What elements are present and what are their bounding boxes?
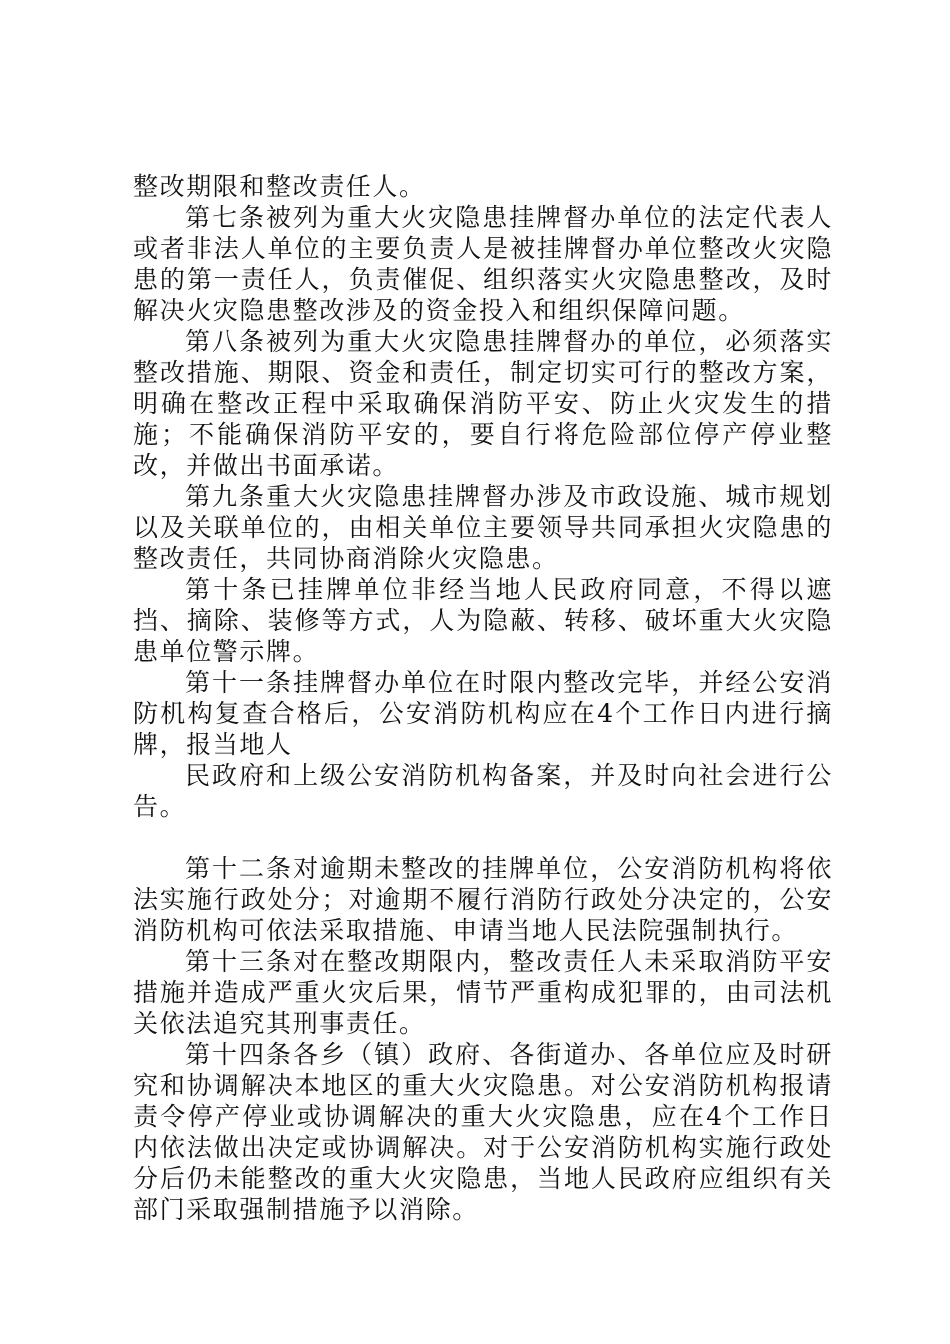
paragraph-article-10: 第十条已挂牌单位非经当地人民政府同意，不得以遮挡、摘除、装修等方式，人为隐蔽、转移、破坏重大火灾隐患单位警示牌。 [133,575,833,666]
paragraph-article-12: 第十二条对逾期未整改的挂牌单位，公安消防机构将依法实施行政处分；对逾期不履行消防行政处分决定的，公安消防机构可依法采取措施、申请当地人民法院强制执行。 [133,854,833,945]
paragraph-article-13: 第十三条对在整改期限内，整改责任人未采取消防平安措施并造成严重火灾后果，情节严重构成犯罪的，由司法机关依法追究其刑事责任。 [133,947,833,1038]
paragraph-article-11-continued: 民政府和上级公安消防机构备案，并及时向社会进行公告。 [133,761,833,821]
document-body [133,171,833,1225]
paragraph-article-14: 第十四条各乡（镇）政府、各街道办、各单位应及时研究和协调解决本地区的重大火灾隐患。对公安消防机构报请责令停产停业或协调解决的重大火灾隐患，应在4个工作日内依法做出决定或协调解决。对于公安消防机构实施行政处分后仍未能整改的重大火灾隐患，当地人民政府应组织有关部门采取强制措施予以消除。 [133,1040,833,1224]
paragraph-article-9: 第九条重大火灾隐患挂牌督办涉及市政设施、城市规划以及关联单位的，由相关单位主要领导共同承担火灾隐患的整改责任，共同协商消除火灾隐患。 [133,482,833,573]
paragraph-article-7: 第七条被列为重大火灾隐患挂牌督办单位的法定代表人或者非法人单位的主要负责人是被挂牌督办单位整改火灾隐患的第一责任人，负责催促、组织落实火灾隐患整改，及时解决火灾隐患整改涉及的资金投入和组织保障问题。 [133,203,833,325]
paragraph-continuation: 整改期限和整改责任人。 [133,172,426,201]
paragraph-article-11: 第十一条挂牌督办单位在时限内整改完毕，并经公安消防机构复查合格后，公安消防机构应在4个工作日内进行摘牌，报当地人 [133,668,833,759]
paragraph-article-8: 第八条被列为重大火灾隐患挂牌督办的单位，必须落实整改措施、期限、资金和责任，制定切实可行的整改方案，明确在整改正程中采取确保消防平安、防止火灾发生的措施；不能确保消防平安的，要自行将危险部位停产停业整改，并做出书面承诺。 [133,327,833,480]
